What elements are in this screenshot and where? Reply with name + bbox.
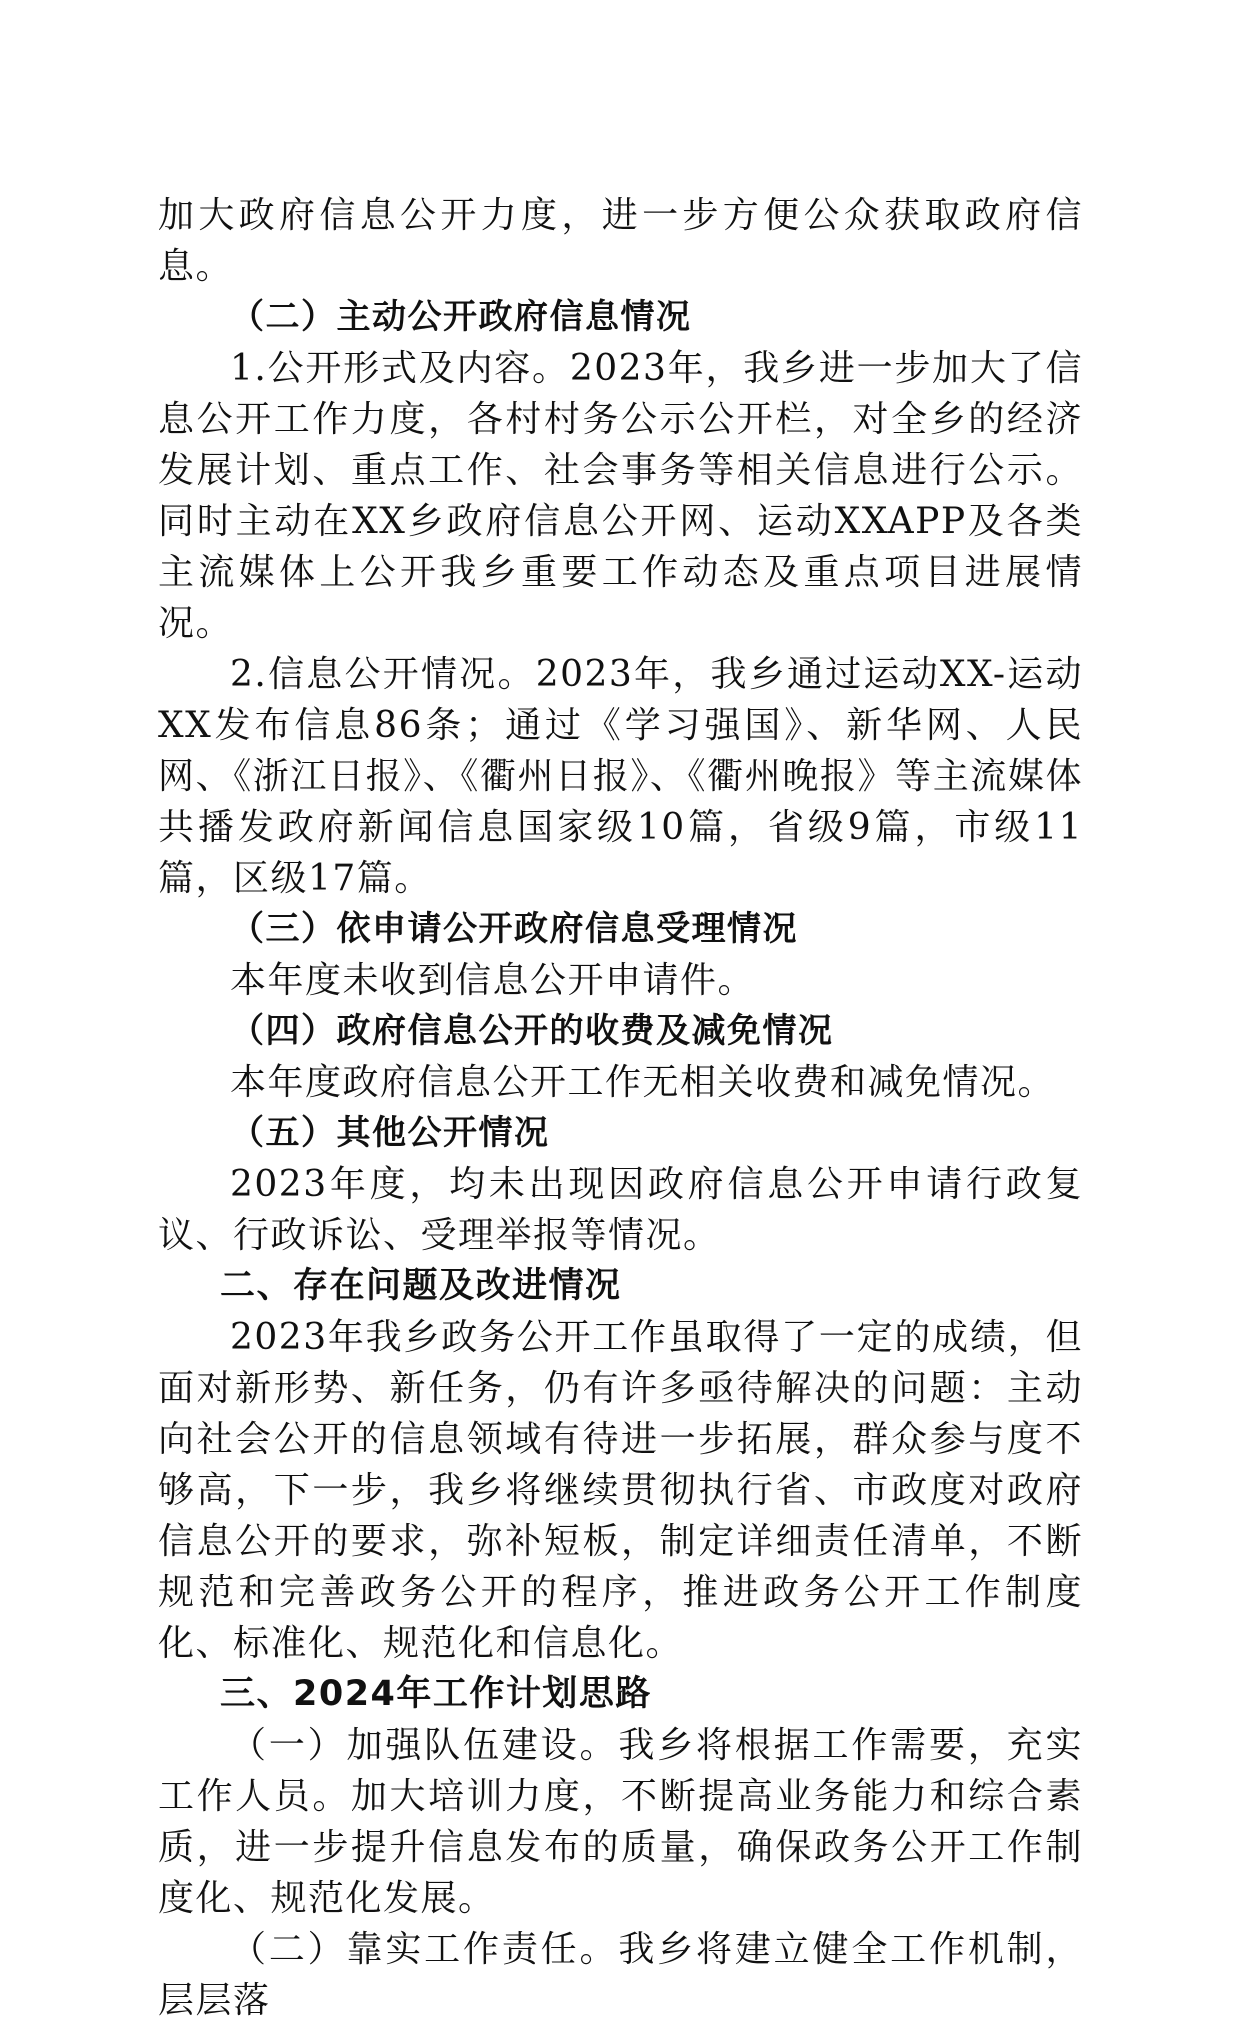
subheading-application-disclosure: （三）依申请公开政府信息受理情况 <box>230 909 798 949</box>
paragraph-disclosure-form: 1.公开形式及内容。2023年，我乡进一步加大了信息公开工作力度，各村村务公示公开栏，对全乡的经济发展计划、重点工作、社会事务等相关信息进行公示。同时主动在XX乡政府信息公开网、运动XXAPP及各类主流媒体上公开我乡重要工作动态及重点项目进展情况。 <box>158 348 1083 644</box>
paragraph-plan-responsibility: （二）靠实工作责任。我乡将建立健全工作机制，层层落 <box>158 1929 1083 2021</box>
paragraph-fees-none: 本年度政府信息公开工作无相关收费和减免情况。 <box>230 1062 1056 1103</box>
paragraph-application-none: 本年度未收到信息公开申请件。 <box>230 960 756 1001</box>
subheading-other: （五）其他公开情况 <box>230 1113 550 1153</box>
subheading-fees: （四）政府信息公开的收费及减免情况 <box>230 1011 834 1051</box>
document-page <box>158 190 1083 2026</box>
paragraph-continuation: 加大政府信息公开力度，进一步方便公众获取政府信息。 <box>158 195 1083 287</box>
paragraph-disclosure-status: 2.信息公开情况。2023年，我乡通过运动XX-运动XX发布信息86条；通过《学习强国》、新华网、人民网、《浙江日报》、《衢州日报》、《衢州晚报》等主流媒体共播发政府新闻信息国家级10篇，省级9篇，市级11篇，区级17篇。 <box>158 654 1083 899</box>
subheading-proactive-disclosure: （二）主动公开政府信息情况 <box>230 297 692 337</box>
paragraph-other: 2023年度，均未出现因政府信息公开申请行政复议、行政诉讼、受理举报等情况。 <box>158 1164 1083 1256</box>
heading-plan-2024: 三、2024年工作计划思路 <box>220 1674 652 1714</box>
paragraph-problems: 2023年我乡政务公开工作虽取得了一定的成绩，但面对新形势、新任务，仍有许多亟待解决的问题：主动向社会公开的信息领域有待进一步拓展，群众参与度不够高，下一步，我乡将继续贯彻执行省、市政度对政府信息公开的要求，弥补短板，制定详细责任清单，不断规范和完善政务公开的程序，推进政务公开工作制度化、标准化、规范化和信息化。 <box>158 1317 1083 1664</box>
heading-problems: 二、存在问题及改进情况 <box>220 1266 622 1306</box>
paragraph-plan-team: （一）加强队伍建设。我乡将根据工作需要，充实工作人员。加大培训力度，不断提高业务能力和综合素质，进一步提升信息发布的质量，确保政务公开工作制度化、规范化发展。 <box>158 1725 1083 1919</box>
